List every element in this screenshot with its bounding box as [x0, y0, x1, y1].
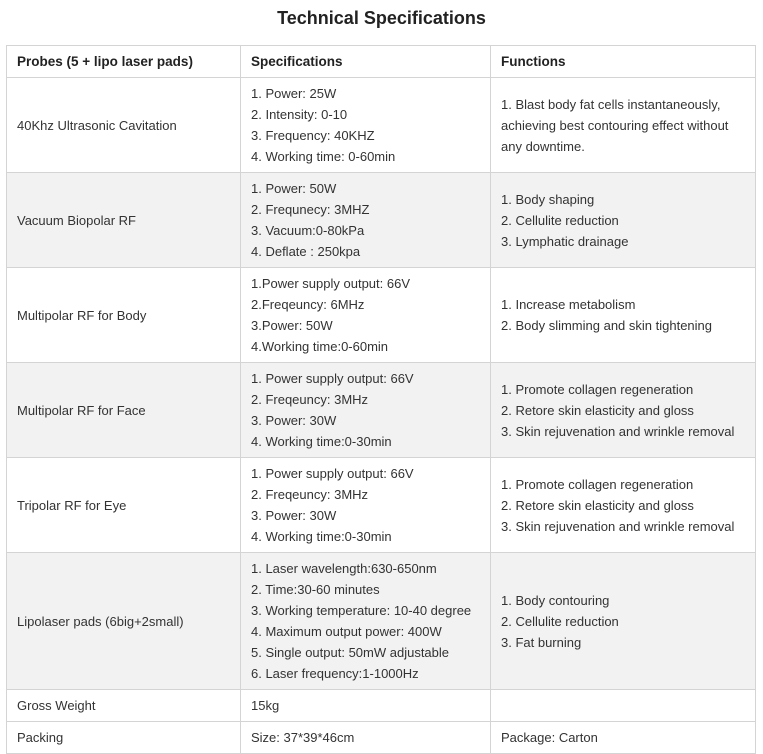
probe-cell: Vacuum Biopolar RF [7, 173, 241, 268]
function-line: Package: Carton [501, 730, 598, 745]
spec-line: 4. Working time:0-30min [251, 529, 392, 544]
spec-line: 2. Time:30-60 minutes [251, 582, 380, 597]
function-line: 1. Promote collagen regeneration [501, 381, 694, 397]
spec-line: 3. Vacuum:0-80kPa [251, 223, 365, 238]
header-specifications: Specifications [241, 46, 491, 78]
specifications-cell [241, 690, 491, 722]
header-probes: Probes (5 + lipo laser pads) [7, 46, 241, 78]
function-line: 2. Retore skin elasticity and gloss [501, 497, 694, 513]
function-line: 2. Cellulite reduction [501, 613, 619, 629]
spec-line: 3.Power: 50W [251, 318, 333, 333]
function-line: 1. Body shaping [501, 191, 595, 207]
spec-line: 2. Intensity: 0-10 [251, 107, 348, 122]
spec-line: 2. Frequnecy: 3MHZ [251, 202, 370, 217]
spec-line: 2. Freqeuncy: 3MHz [251, 392, 369, 407]
spec-line: 1. Power: 25W [251, 86, 337, 101]
functions-cell [491, 553, 756, 690]
table-row [7, 363, 756, 458]
table-header-row [7, 46, 756, 78]
function-line: 3. Fat burning [501, 634, 582, 650]
specifications-cell [241, 363, 491, 458]
table-row [7, 690, 756, 722]
specifications-cell [241, 268, 491, 363]
spec-line: 4. Deflate : 250kpa [251, 244, 361, 259]
function-line: 1. Increase metabolism [501, 297, 636, 312]
spec-line: 2. Freqeuncy: 3MHz [251, 487, 369, 502]
function-line: 3. Lymphatic drainage [501, 233, 629, 249]
functions-cell [491, 78, 756, 173]
table-row [7, 458, 756, 553]
functions-cell [491, 363, 756, 458]
function-line: 1. Promote collagen regeneration [501, 476, 694, 492]
function-line: 2. Cellulite reduction [501, 212, 619, 228]
spec-line: 4. Working time:0-30min [251, 434, 392, 449]
probe-cell: Gross Weight [7, 690, 241, 722]
spec-line: 4. Maximum output power: 400W [251, 624, 442, 639]
spec-line: 1.Power supply output: 66V [251, 276, 410, 291]
spec-line: 4. Working time: 0-60min [251, 149, 396, 164]
probe-cell: Multipolar RF for Body [7, 268, 241, 363]
table-row [7, 553, 756, 690]
page-title: Technical Specifications [277, 8, 486, 28]
functions-cell [491, 458, 756, 553]
specifications-cell [241, 553, 491, 690]
probe-cell: 40Khz Ultrasonic Cavitation [7, 78, 241, 173]
spec-line: 6. Laser frequency:1-1000Hz [251, 666, 419, 681]
functions-cell [491, 690, 756, 722]
spec-line: 15kg [251, 698, 280, 713]
specifications-cell [241, 173, 491, 268]
probe-cell: Lipolaser pads (6big+2small) [7, 553, 241, 690]
spec-table [6, 45, 756, 754]
spec-line: 3. Working temperature: 10-40 degree [251, 603, 472, 618]
table-row [7, 173, 756, 268]
specifications-cell [241, 722, 491, 754]
functions-cell [491, 722, 756, 754]
spec-line: 3. Frequency: 40KHZ [251, 128, 375, 143]
spec-line: 5. Single output: 50mW adjustable [251, 645, 450, 660]
spec-line: 2.Freqeuncy: 6MHz [251, 297, 365, 312]
function-line: 1. Blast body fat cells instantaneously, achieving best contouring effect without any downtime. [501, 96, 729, 154]
function-line: 2. Body slimming and skin tightening [501, 318, 713, 333]
table-row [7, 268, 756, 363]
spec-line: 1. Laser wavelength:630-650nm [251, 561, 437, 576]
table-row [7, 722, 756, 754]
function-line: 1. Body contouring [501, 592, 610, 608]
spec-line: 3. Power: 30W [251, 508, 337, 523]
probe-cell: Packing [7, 722, 241, 754]
specifications-cell [241, 78, 491, 173]
function-line: 3. Skin rejuvenation and wrinkle removal [501, 423, 735, 439]
functions-cell [491, 268, 756, 363]
spec-line: 3. Power: 30W [251, 413, 337, 428]
header-functions: Functions [491, 46, 756, 78]
functions-cell [491, 173, 756, 268]
function-line: 3. Skin rejuvenation and wrinkle removal [501, 518, 735, 534]
spec-line: 1. Power: 50W [251, 181, 337, 196]
probe-cell: Multipolar RF for Face [7, 363, 241, 458]
function-line: 2. Retore skin elasticity and gloss [501, 402, 694, 418]
spec-line: 1. Power supply output: 66V [251, 371, 414, 386]
probe-cell: Tripolar RF for Eye [7, 458, 241, 553]
spec-line: 1. Power supply output: 66V [251, 466, 414, 481]
specifications-cell [241, 458, 491, 553]
table-row [7, 78, 756, 173]
spec-line: Size: 37*39*46cm [251, 730, 355, 745]
spec-line: 4.Working time:0-60min [251, 339, 389, 354]
